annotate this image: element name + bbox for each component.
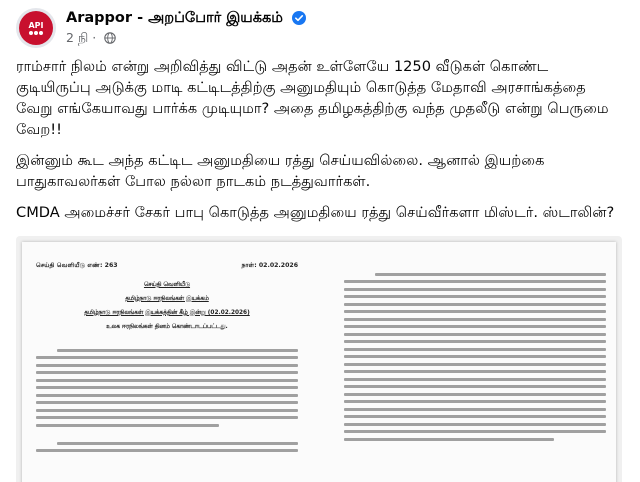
post-paragraph-2: இன்னும் கூட அந்த கட்டிட அனுமதியை ரத்து செய்யவில்லை. ஆனால் இயற்கை பாதுகாவலர்கள் போல நல்லா நாடகம் நடத்துவார்கள்.	[16, 152, 545, 190]
logo-text: API	[28, 21, 44, 30]
document-title: செய்தி வெளியீடு	[143, 282, 191, 288]
post-header	[16, 8, 616, 48]
post-body	[16, 56, 622, 233]
document-subtitle: தமிழ்நாடு ஈரநிலங்கள் இயக்கம்	[125, 296, 209, 302]
globe-icon	[104, 32, 116, 44]
document-right-column	[344, 268, 606, 445]
document-subtitle-3: உலக ஈரநிலங்கள் தினம் கொண்டாடப்பட்டது.	[106, 324, 228, 330]
page-name-link[interactable]: Arappor - அறப்போர் இயக்கம்	[66, 10, 283, 26]
page-avatar[interactable]	[16, 8, 56, 48]
page-name-row	[66, 10, 306, 28]
press-release-page	[22, 242, 616, 482]
post-timestamp[interactable]: 2 நி ·	[66, 30, 97, 45]
document-header-row	[36, 262, 298, 270]
arappor-logo	[19, 11, 53, 45]
release-number: செய்தி வெளியீடு எண்: 263	[36, 262, 118, 269]
document-left-column	[36, 262, 298, 457]
post-paragraph-3: CMDA அமைச்சர் சேகர் பாபு கொடுத்த அனுமதியை ரத்து செய்வீர்களா மிஸ்டர். ஸ்டாலின்?	[16, 204, 615, 221]
post-paragraph-1: ராம்சார் நிலம் என்று அறிவித்து விட்டு அதன் உள்ளேயே 1250 வீடுகள் கொண்ட குடியிருப்பு அடுக்கு மாடி கட்டிடத்திற்கு அனுமதியும் கொடுத்த மேதாவி அரசாங்கத்தை வேறு எங்கேயாவது பார்க்க முடியுமா? அதை தமிழகத்திற்கு வந்த முதலீடு என்று பெருமை வேற!!	[16, 58, 609, 138]
post-meta	[66, 30, 116, 47]
document-subtitle-2: தமிழ்நாடு ஈரநிலங்கள் இயக்கத்தின் கீழ் இன்று (02.02.2026)	[84, 310, 250, 316]
verified-badge-icon	[292, 11, 306, 25]
attached-document-image[interactable]	[16, 236, 622, 482]
release-date: நாள்: 02.02.2026	[241, 262, 298, 269]
